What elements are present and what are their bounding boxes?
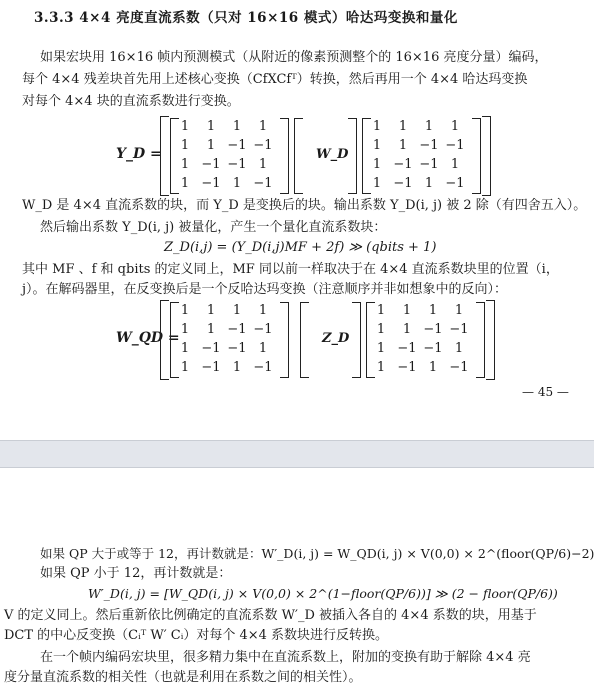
hadamard-matrix-left — [172, 301, 276, 377]
matrix-cell: 1 — [376, 341, 386, 356]
zd-left-bracket — [300, 302, 309, 378]
matrix-cell: 1 — [180, 157, 190, 172]
page-number: — 45 — — [522, 385, 569, 399]
matrix-cell: 1 — [258, 303, 268, 318]
matrix-cell: −1 — [227, 341, 247, 356]
matrix-cell: 1 — [180, 119, 190, 134]
paragraph-line: 如果 QP 小于 12，再计数就是： — [40, 566, 232, 581]
paragraph-line: 每个 4×4 残差块首先用上述核心变换（CfXCfᵀ）转换，然后再用一个 4×4 哈达玛变换 — [22, 72, 528, 87]
matrix-cell: −1 — [201, 341, 221, 356]
matrix-cell: −1 — [449, 360, 469, 375]
matrix-cell: 1 — [206, 322, 216, 337]
matrix-cell: 1 — [372, 138, 382, 153]
matrix-cell: −1 — [201, 157, 221, 172]
matrix-cell: 1 — [258, 341, 268, 356]
wd-right-bracket — [348, 118, 357, 194]
matrix-cell: −1 — [227, 322, 247, 337]
matrix-cell: 1 — [180, 176, 190, 191]
matrix-cell: 1 — [206, 138, 216, 153]
matrix-cell: −1 — [397, 341, 417, 356]
matrix-right-bracket — [472, 118, 481, 194]
matrix-cell: 1 — [206, 119, 216, 134]
matrix-right-bracket — [280, 118, 289, 194]
matrix-cell: 1 — [180, 303, 190, 318]
rescaling-formula: W′_D(i, j) = [W_QD(i, j) × V(0,0) × 2^(1−floor(QP/6))] ≫ (2 − floor(QP/6)) — [88, 586, 558, 601]
matrix-cell: 1 — [372, 176, 382, 191]
matrix-cell: 1 — [180, 138, 190, 153]
matrix-cell: 1 — [232, 360, 242, 375]
page-46 — [0, 468, 594, 698]
matrix-cell: 1 — [180, 322, 190, 337]
matrix-cell: 1 — [376, 322, 386, 337]
matrix-cell: 1 — [206, 303, 216, 318]
quantization-formula: Z_D(i,j) = (Y_D(i,j)MF + 2f) ≫ (qbits + 1) — [164, 240, 437, 255]
paragraph-line: 在一个帧内编码宏块里，很多精力集中在直流系数上，附加的变换有助于解除 4×4 亮 — [40, 650, 531, 665]
outer-left-bracket — [160, 300, 169, 380]
matrix-cell: −1 — [227, 157, 247, 172]
matrix-cell: 1 — [376, 360, 386, 375]
section-heading: 3.3.3 4×4 亮度直流系数（只对 16×16 模式）哈达玛变换和量化 — [34, 10, 458, 26]
matrix-cell: 1 — [232, 176, 242, 191]
wd-left-bracket — [294, 118, 303, 194]
page-separator — [0, 440, 594, 468]
matrix-right-bracket — [476, 302, 485, 378]
matrix-cell: −1 — [253, 322, 273, 337]
matrix-cell: −1 — [393, 176, 413, 191]
matrix-cell: 1 — [428, 360, 438, 375]
matrix-cell: 1 — [372, 119, 382, 134]
outer-right-bracket — [482, 116, 491, 196]
equation-middle-term: Z_D — [322, 331, 350, 346]
paragraph-line: 度分量直流系数的相关性（也就是利用在系数之间的相关性）。 — [4, 670, 362, 685]
matrix-cell: −1 — [423, 322, 443, 337]
matrix-right-bracket — [280, 302, 289, 378]
matrix-cell: 1 — [402, 322, 412, 337]
paragraph-line: V 的定义同上。然后重新依比例确定的直流系数 W′_D 被插入各自的 4×4 系数的块，用基于 — [4, 608, 537, 623]
outer-right-bracket — [486, 300, 495, 380]
hadamard-matrix-left — [172, 117, 276, 193]
paragraph-line: j）。在解码器里，在反变换后是一个反哈达玛变换（注意顺序并非如想象中的反向）： — [22, 282, 508, 297]
matrix-cell: 1 — [180, 341, 190, 356]
matrix-cell: 1 — [258, 157, 268, 172]
matrix-cell: −1 — [445, 138, 465, 153]
matrix-cell: −1 — [449, 322, 469, 337]
matrix-cell: −1 — [393, 157, 413, 172]
matrix-cell: −1 — [419, 138, 439, 153]
paragraph-line: 对每个 4×4 块的直流系数进行变换。 — [22, 94, 240, 109]
matrix-cell: −1 — [201, 176, 221, 191]
outer-left-bracket — [160, 116, 169, 196]
matrix-cell: 1 — [402, 303, 412, 318]
matrix-cell: 1 — [398, 138, 408, 153]
matrix-cell: 1 — [450, 119, 460, 134]
matrix-cell: 1 — [258, 119, 268, 134]
hadamard-matrix-right — [368, 301, 472, 377]
paragraph-line: W_D 是 4×4 直流系数的块，而 Y_D 是变换后的块。输出系数 Y_D(i, j) 被 2 除（有四舍五入）。 — [22, 198, 587, 213]
matrix-cell: −1 — [201, 360, 221, 375]
paragraph-line: 其中 MF 、f 和 qbits 的定义同上，MF 同以前一样取决于在 4×4 直流系数块里的位置（i， — [22, 262, 559, 277]
paragraph-line: 如果 QP 大于或等于 12，再计数就是：W′_D(i, j) = W_QD(i, j) × V(0,0) × 2^(floor(QP/6)−2) — [40, 546, 594, 561]
paragraph-line: 如果宏块用 16×16 帧内预测模式（从附近的像素预测整个的 16×16 亮度分量）编码， — [40, 50, 548, 65]
matrix-cell: 1 — [376, 303, 386, 318]
matrix-cell: −1 — [445, 176, 465, 191]
equation-lhs: Y_D = — [116, 146, 162, 162]
paragraph-line: DCT 的中心反变换（Cᵢᵀ W′ Cᵢ）对每个 4×4 系数块进行反转换。 — [4, 628, 389, 643]
matrix-cell: −1 — [253, 176, 273, 191]
matrix-cell: 1 — [232, 303, 242, 318]
matrix-cell: 1 — [372, 157, 382, 172]
zd-right-bracket — [352, 302, 361, 378]
matrix-cell: −1 — [253, 138, 273, 153]
matrix-cell: −1 — [227, 138, 247, 153]
matrix-cell: 1 — [424, 119, 434, 134]
matrix-cell: −1 — [423, 341, 443, 356]
equation-lhs: W_QD = — [116, 330, 180, 346]
matrix-cell: 1 — [428, 303, 438, 318]
paragraph-line: 然后输出系数 Y_D(i, j) 被量化，产生一个量化直流系数块： — [40, 220, 387, 235]
matrix-cell: 1 — [424, 176, 434, 191]
matrix-cell: 1 — [398, 119, 408, 134]
matrix-cell: 1 — [232, 119, 242, 134]
matrix-cell: −1 — [397, 360, 417, 375]
matrix-cell: 1 — [454, 341, 464, 356]
equation-middle-term: W_D — [316, 147, 349, 162]
hadamard-matrix-right — [364, 117, 468, 193]
matrix-cell: 1 — [450, 157, 460, 172]
matrix-cell: 1 — [454, 303, 464, 318]
matrix-cell: −1 — [253, 360, 273, 375]
matrix-cell: 1 — [180, 360, 190, 375]
matrix-cell: −1 — [419, 157, 439, 172]
